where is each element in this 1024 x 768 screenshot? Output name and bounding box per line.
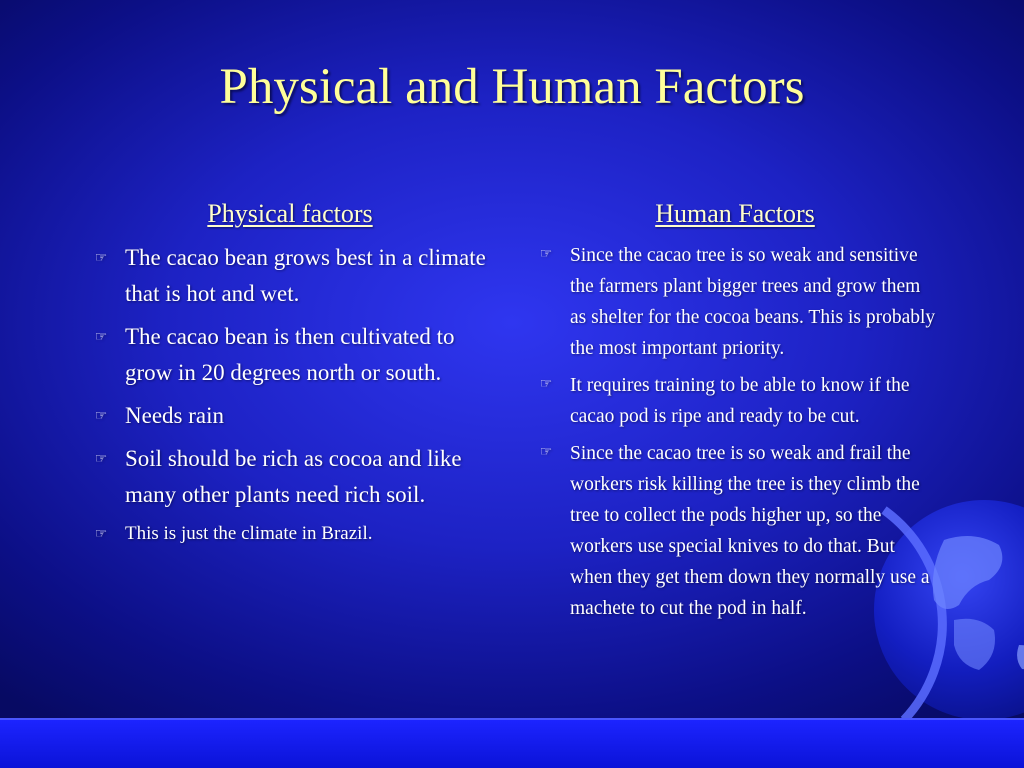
list-item: [90, 520, 500, 548]
list-item: [535, 370, 940, 432]
pointing-hand-icon: ☞: [94, 527, 108, 542]
pointing-hand-icon: ☞: [94, 452, 108, 467]
pointing-hand-icon: ☞: [539, 377, 553, 392]
list-item: [90, 398, 500, 434]
bottom-bar: [0, 718, 1024, 768]
pointing-hand-icon: ☞: [94, 251, 108, 266]
physical-factors-column: [90, 198, 500, 555]
list-item: [535, 240, 940, 364]
bullet-text: The cacao bean grows best in a climate that is hot and wet.: [125, 245, 486, 306]
list-item: [90, 441, 500, 513]
physical-factors-heading: Physical factors: [207, 199, 373, 228]
pointing-hand-icon: ☞: [539, 247, 553, 262]
bullet-text: Soil should be rich as cocoa and like many other plants need rich soil.: [125, 446, 462, 507]
human-factors-list: [535, 240, 940, 624]
list-item: [90, 240, 500, 312]
pointing-hand-icon: ☞: [539, 445, 553, 460]
bullet-text: This is just the climate in Brazil.: [125, 523, 373, 544]
pointing-hand-icon: ☞: [94, 330, 108, 345]
bullet-text: It requires training to be able to know if the cacao pod is ripe and ready to be cut.: [570, 375, 910, 427]
list-item: [90, 319, 500, 391]
bullet-text: Since the cacao tree is so weak and frail the workers risk killing the tree is they climb the tree to collect the pods higher up, so the workers use special knives to do that. But when they get them down they normally use a machete to cut the pod in half.: [570, 443, 930, 619]
bullet-text: Since the cacao tree is so weak and sensitive the farmers plant bigger trees and grow them as shelter for the cocoa beans. This is probably the most important priority.: [570, 245, 936, 359]
human-factors-heading: Human Factors: [655, 199, 815, 228]
list-item: [535, 438, 940, 624]
physical-factors-list: [90, 240, 500, 548]
bullet-text: Needs rain: [125, 403, 224, 428]
bullet-text: The cacao bean is then cultivated to grow in 20 degrees north or south.: [125, 324, 455, 385]
slide-title: Physical and Human Factors: [219, 59, 805, 115]
human-factors-column: [535, 198, 940, 630]
pointing-hand-icon: ☞: [94, 409, 108, 424]
